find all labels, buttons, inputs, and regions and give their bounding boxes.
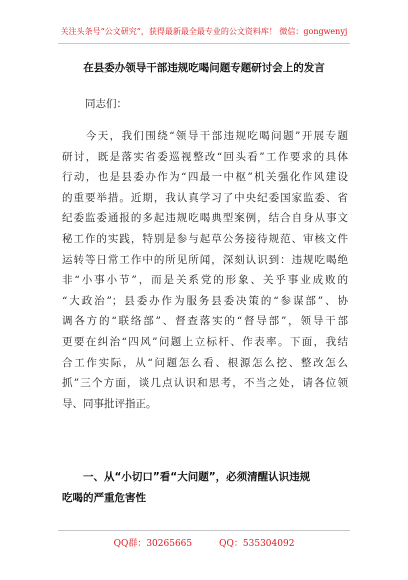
paragraph-line: 运转等日常工作中的所见所闻，深刻认识到：违规吃喝绝 [62, 253, 348, 266]
paragraph-line: 非“小事小节”，而是关系党的形象、关乎事业成败的 [62, 274, 348, 287]
paragraph-line: 的重要举措。近期，我认真学习了中央纪委国家监委、省 [62, 191, 348, 204]
paragraph-line: 合工作实际，从“问题怎么看、根源怎么挖、整改怎么 [62, 356, 348, 369]
paragraph-line: 调各方的“联络部”、督查落实的“督导部”，领导干部 [62, 315, 348, 328]
paragraph-line: 行动，也是县委办作为“四最一中枢”机关强化作风建设 [62, 171, 348, 184]
section-heading-line: 一、从“小切口”看“大问题”，必须清醒认识违规 [62, 471, 311, 483]
paragraph-line: 导、同事批评指正。 [62, 397, 157, 410]
section-heading [62, 467, 352, 509]
paragraph-line: 今天，我们围绕“领导干部违规吃喝问题”开展专题 [62, 130, 348, 142]
salutation: 同志们： [85, 98, 127, 110]
paragraph-line: 秘工作的实践，特别是参与起草公务接待规范、审核文件 [62, 232, 348, 245]
header-divider [58, 43, 350, 44]
paragraph-line: “大政治”；县委办作为服务县委决策的“参谋部”、协 [62, 294, 348, 307]
document-title: 在县委办领导干部违规吃喝问题专题研讨会上的发言 [83, 62, 325, 74]
body-paragraph [62, 126, 348, 414]
paragraph-line: 研讨，既是落实省委巡视整改“回头看”工作要求的具体 [62, 150, 348, 163]
header-watermark-note: 关注头条号“公文研究”，获得最新最全最专业的公文资料库！ 微信：gongwenyj [60, 27, 348, 36]
paragraph-line: 更要在纠治“四风”问题上立标杆、作表率。下面，我结 [62, 335, 348, 348]
footer-divider [58, 530, 350, 531]
paragraph-line: 抓”三个方面，谈几点认识和思考，不当之处，请各位领 [62, 377, 348, 390]
paragraph-line: 纪委监委通报的多起违规吃喝典型案例，结合自身从事文 [62, 212, 348, 225]
section-heading-line: 吃喝的严重危害性 [62, 492, 146, 504]
footer-contact-note: QQ群：30265665 QQ：535304092 [113, 539, 295, 549]
